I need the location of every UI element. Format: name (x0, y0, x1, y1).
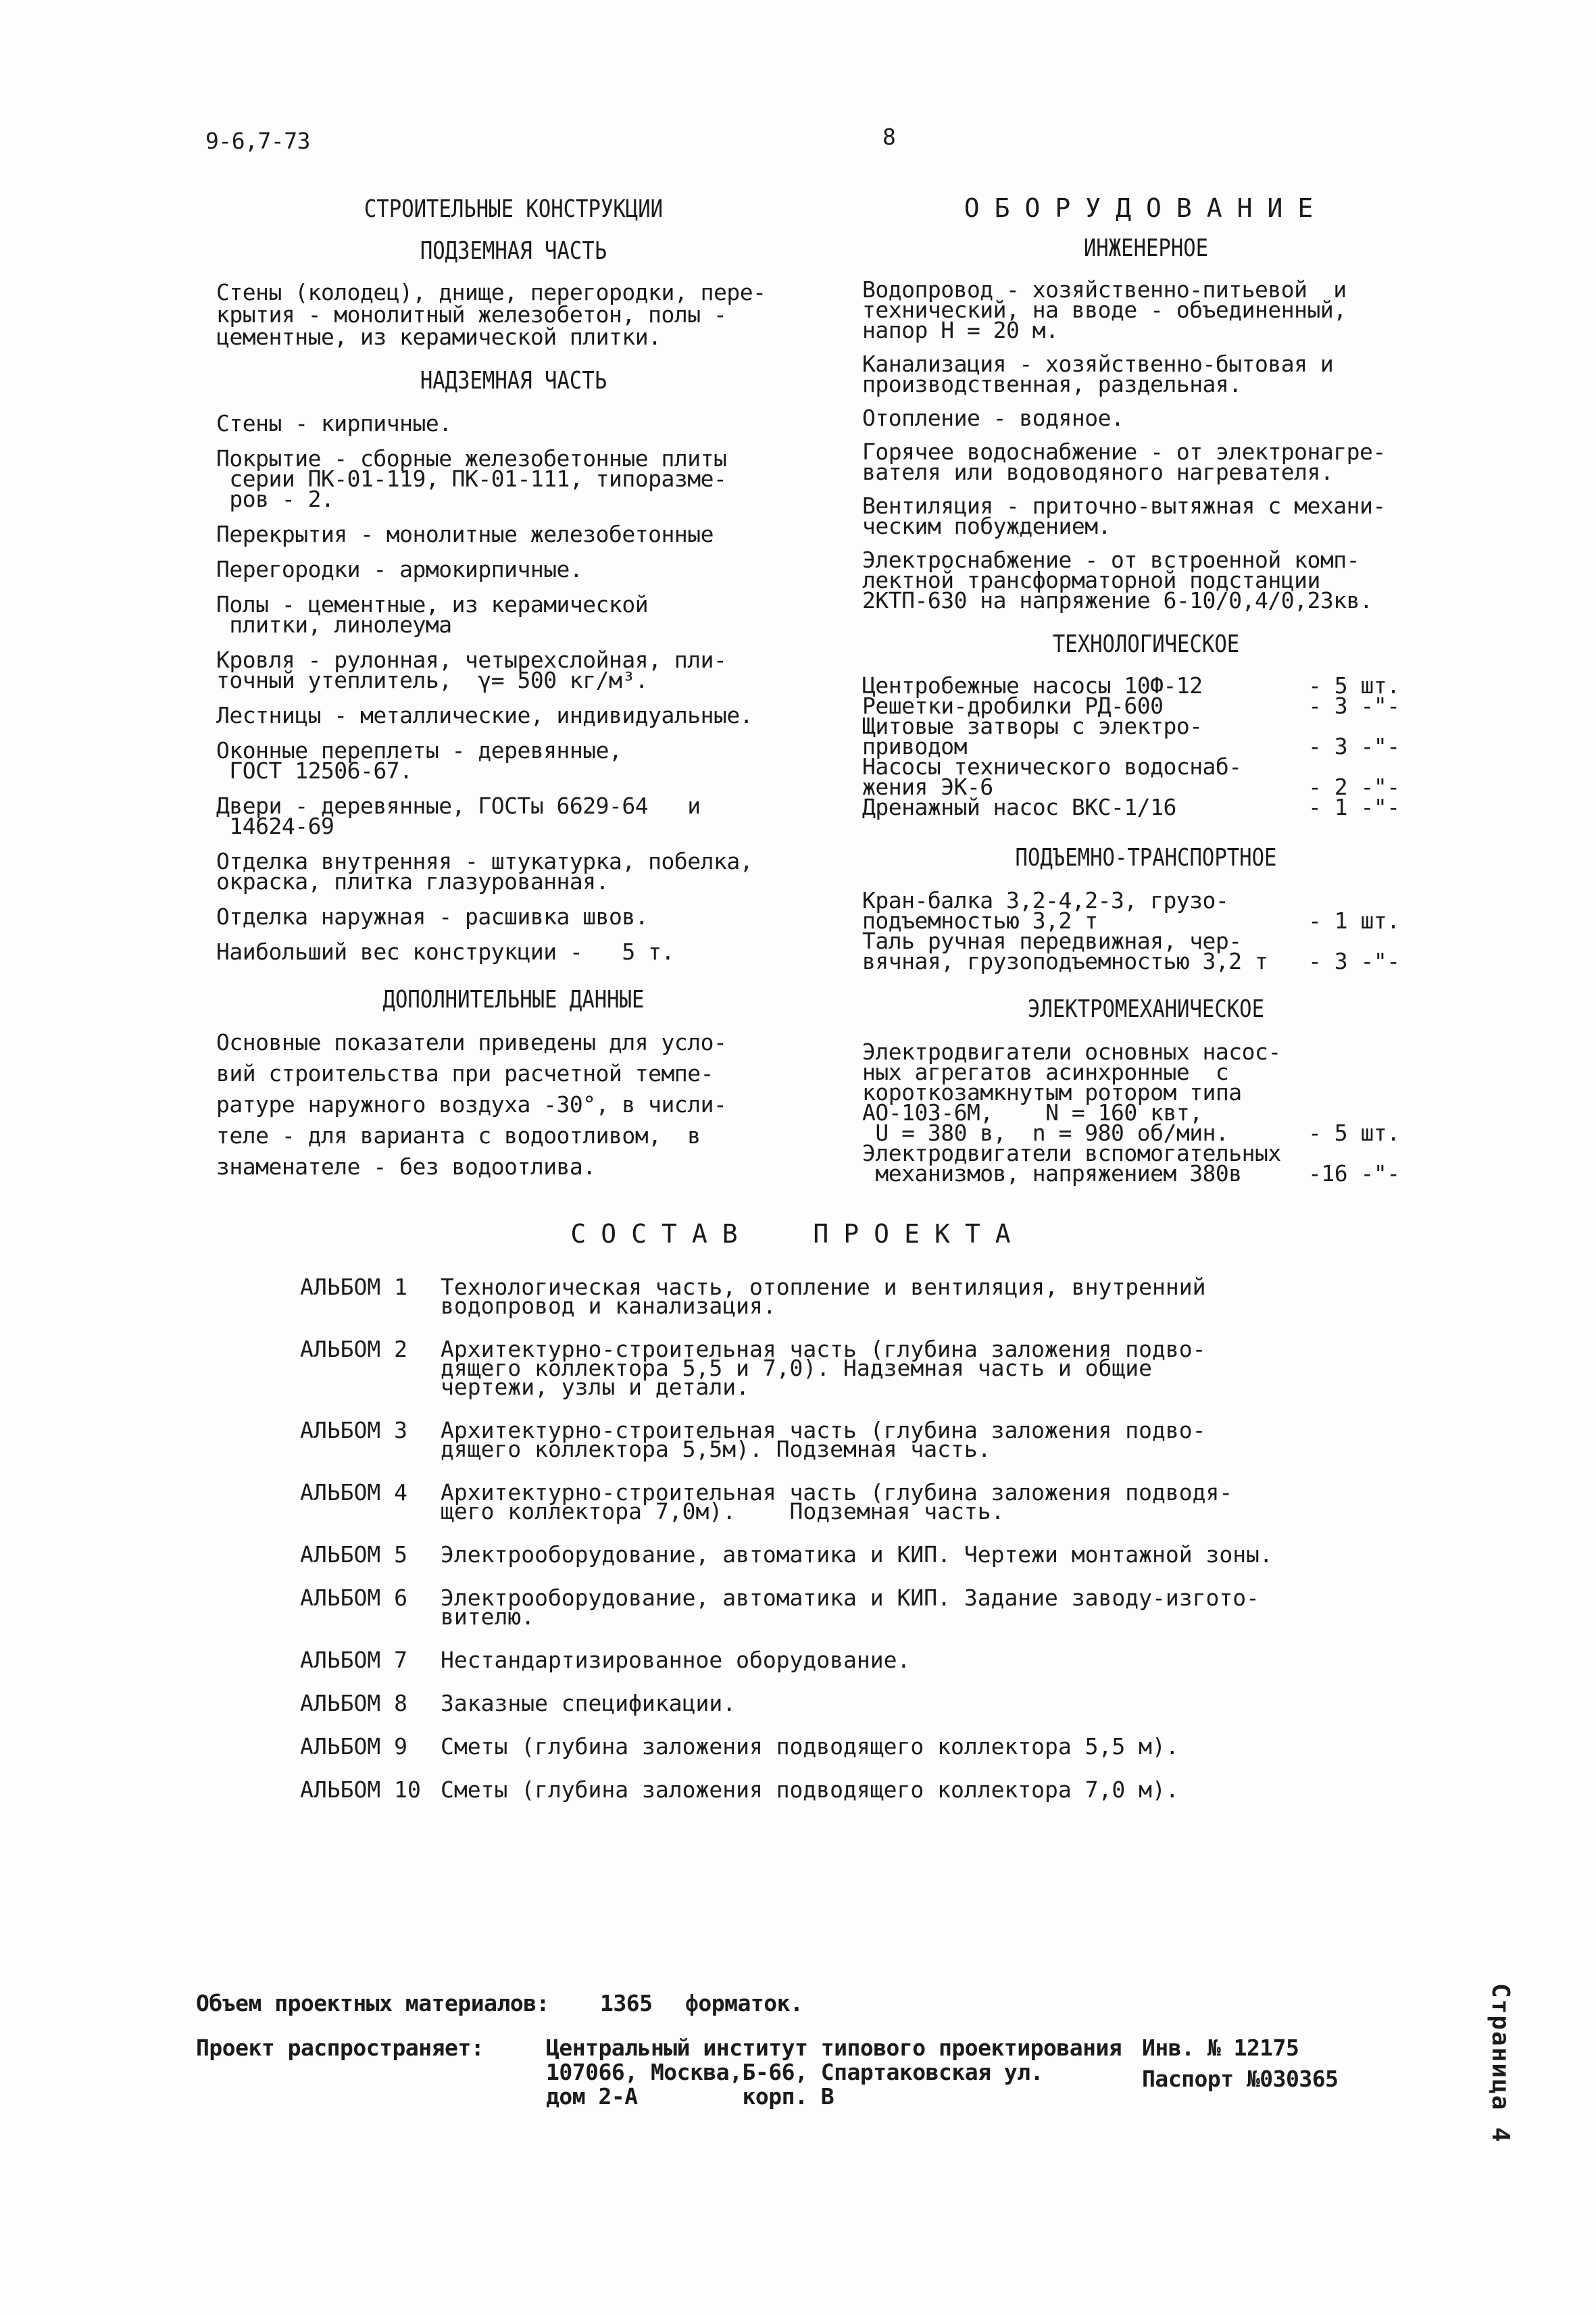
album-name: АЛЬБОМ 8 (300, 1690, 407, 1716)
album-description-line: Нестандартизированное оборудование. (441, 1647, 911, 1673)
engineering-item-line: Водопровод - хозяйственно-питьевой и (862, 276, 1347, 303)
technological-item-qty: - 3 -"- (1308, 733, 1400, 760)
album-name: АЛЬБОМ 6 (300, 1585, 407, 1611)
electromechanical-item-name: ных агрегатов асинхронные с (862, 1059, 1229, 1085)
lifting-item-name: вячная, грузоподъемностью 3,2 т (862, 948, 1268, 974)
technological-item-name: Дренажный насос ВКС-1/16 (862, 794, 1176, 820)
construction-item-line: Оконные переплеты - деревянные, (216, 737, 622, 764)
electromechanical-item-qty: -16 -"- (1308, 1160, 1400, 1187)
construction-item-line: Полы - цементные, из керамической (216, 591, 649, 618)
technological-item-name: Центробежные насосы 10Ф-12 (862, 672, 1203, 699)
construction-item-line: Стены - кирпичные. (216, 410, 452, 437)
structures-title: СТРОИТЕЛЬНЫЕ КОНСТРУКЦИИ (364, 195, 664, 223)
engineering-item-line: Отопление - водяное. (862, 405, 1124, 431)
engineering-item-line: напор Н = 20 м. (862, 317, 1059, 343)
underground-line: крытия - монолитный железобетон, полы - (216, 301, 727, 328)
technological-item-name: приводом (862, 733, 967, 760)
additional-data-line: Основные показатели приведены для усло- (216, 1029, 727, 1055)
technological-item-qty: - 5 шт. (1308, 672, 1400, 699)
electromechanical-heading: ЭЛЕКТРОМЕХАНИЧЕСКОЕ (1027, 995, 1265, 1023)
construction-item-line: 14624-69 (216, 813, 334, 839)
engineering-item-line: Канализация - хозяйственно-бытовая и (862, 351, 1334, 377)
engineering-item-line: Вентиляция - приточно-вытяжная с механи- (862, 493, 1386, 519)
album-description-line: Сметы (глубина заложения подводящего коллектора 5,5 м). (441, 1733, 1179, 1760)
lifting-item-qty: - 1 шт. (1308, 907, 1400, 934)
additional-data-line: вий строительства при расчетной темпе- (216, 1060, 714, 1087)
engineering-item-line: 2КТП-630 на напряжение 6-10/0,4/0,23кв. (862, 587, 1373, 614)
engineering-item-line: производственная, раздельная. (862, 371, 1242, 397)
electromechanical-item-qty: - 5 шт. (1308, 1120, 1400, 1146)
album-description-line: Технологическая часть, отопление и вентиляция, внутренний (441, 1274, 1206, 1300)
distributor-label: Проект распространяет: (196, 2035, 484, 2061)
construction-item-line: Отделка наружная - расшивка швов. (216, 903, 649, 930)
construction-item-line: Кровля - рулонная, четырехслойная, пли- (216, 647, 727, 673)
technological-item-name: Щитовые затворы с электро- (862, 713, 1203, 739)
electromechanical-item-name: U = 380 в, n = 980 об/мин. (862, 1120, 1229, 1146)
technological-item-qty: - 1 -"- (1308, 794, 1400, 820)
distributor-line-1: Центральный институт типового проектирования (546, 2035, 1122, 2061)
composition-title: СОСТАВ ПРОЕКТА (570, 1219, 1026, 1249)
electromechanical-item-name: Электродвигатели вспомогательных (862, 1140, 1281, 1166)
volume-label: Объем проектных материалов: (196, 1990, 549, 2016)
technological-item-qty: - 2 -"- (1308, 774, 1400, 800)
album-description-line: вителю. (441, 1603, 535, 1630)
album-description-line: Архитектурно-строительная часть (глубина заложения подво- (441, 1336, 1206, 1362)
technological-item-name: Насосы технического водоснаб- (862, 753, 1242, 780)
side-page-label: Страница 4 (1487, 1983, 1514, 2143)
technological-heading: ТЕХНОЛОГИЧЕСКОЕ (1052, 630, 1240, 658)
additional-data-line: ратуре наружного воздуха -30°, в числи- (216, 1091, 727, 1118)
lifting-item-qty: - 3 -"- (1308, 948, 1400, 974)
album-description-line: Заказные спецификации. (441, 1690, 737, 1716)
album-description-line: щего коллектора 7,0м). Подземная часть. (441, 1498, 1005, 1524)
lifting-item-name: Кран-балка 3,2-4,2-3, грузо- (862, 887, 1229, 914)
additional-data-line: теле - для варианта с водоотливом, в (216, 1122, 701, 1149)
engineering-item-line: технический, на вводе - объединенный, (862, 297, 1347, 323)
construction-item-line: окраска, плитка глазурованная. (216, 868, 609, 895)
technological-item-name: Решетки-дробилки РД-600 (862, 693, 1164, 719)
album-name: АЛЬБОМ 10 (300, 1776, 421, 1803)
distributor-line-2: 107066, Москва,Б-66, Спартаковская ул. (546, 2059, 1043, 2085)
construction-item-line: ров - 2. (216, 486, 334, 512)
volume-unit: форматок. (685, 1990, 803, 2016)
underground-line: цементные, из керамической плитки. (216, 324, 662, 350)
album-description-line: чертежи, узлы и детали. (441, 1374, 749, 1400)
engineering-heading: ИНЖЕНЕРНОЕ (1083, 234, 1209, 262)
album-name: АЛЬБОМ 2 (300, 1336, 407, 1362)
passport-number: Паспорт №030365 (1142, 2066, 1339, 2092)
inventory-number: Инв. № 12175 (1142, 2035, 1299, 2061)
album-description-line: дящего коллектора 5,5м). Подземная часть. (441, 1436, 991, 1462)
additional-data-heading: ДОПОЛНИТЕЛЬНЫЕ ДАННЫЕ (382, 986, 645, 1014)
construction-item-line: Двери - деревянные, ГОСТы 6629-64 и (216, 793, 701, 819)
underground-text (216, 281, 811, 348)
volume-value: 1365 (600, 1990, 653, 2016)
construction-item-line: ГОСТ 12506-67. (216, 757, 413, 784)
lifting-item-name: Таль ручная передвижная, чер- (862, 928, 1242, 954)
engineering-item-line: вателя или водоводяного нагревателя. (862, 459, 1334, 485)
page-number: 8 (882, 124, 896, 150)
additional-data-line: знаменателе - без водоотлива. (216, 1153, 596, 1180)
lifting-heading: ПОДЪЕМНО-ТРАНСПОРТНОЕ (1015, 844, 1277, 872)
construction-item-line: точный утеплитель, γ= 500 кг/м³. (216, 667, 649, 693)
album-name: АЛЬБОМ 5 (300, 1541, 407, 1568)
engineering-item-line: лектной трансформаторной подстанции (862, 567, 1320, 593)
engineering-item-line: ческим побуждением. (862, 513, 1111, 539)
document-code: 9-6,7-73 (205, 128, 310, 154)
electromechanical-item-name: короткозамкнутым ротором типа (862, 1079, 1242, 1105)
engineering-item-line: Электроснабжение - от встроенной комп- (862, 547, 1360, 573)
distributor-line-3: дом 2-А корп. В (546, 2083, 834, 2110)
electromechanical-item-name: АО-103-6М, N = 160 квт, (862, 1099, 1203, 1126)
underground-heading: ПОДЗЕМНАЯ ЧАСТЬ (420, 237, 607, 265)
technological-item-qty: - 3 -"- (1308, 693, 1400, 719)
underground-line: Стены (колодец), днище, перегородки, пере- (216, 279, 766, 305)
technological-item-name: жения ЭК-6 (862, 774, 993, 800)
construction-item-line: Отделка внутренняя - штукатурка, побелка, (216, 848, 753, 874)
album-description-line: Электрооборудование, автоматика и КИП. Задание заводу-изгото- (441, 1585, 1260, 1611)
electromechanical-item-name: Электродвигатели основных насос- (862, 1039, 1281, 1065)
album-description-line: Электрооборудование, автоматика и КИП. Чертежи монтажной зоны. (441, 1541, 1273, 1568)
construction-item-line: серии ПК-01-119, ПК-01-111, типоразме- (216, 466, 727, 492)
construction-item-line: Покрытие - сборные железобетонные плиты (216, 445, 727, 472)
album-description-line: Архитектурно-строительная часть (глубина заложения подво- (441, 1417, 1206, 1443)
album-name: АЛЬБОМ 9 (300, 1733, 407, 1760)
construction-item-line: Перекрытия - монолитные железобетонные (216, 521, 714, 547)
album-description-line: дящего коллектора 5,5 и 7,0). Надземная часть и общие (441, 1355, 1152, 1381)
equipment-title: ОБОРУДОВАНИЕ (964, 193, 1328, 223)
album-description-line: Сметы (глубина заложения подводящего коллектора 7,0 м). (441, 1776, 1179, 1803)
lifting-item-name: подъемностью 3,2 т (862, 907, 1098, 934)
album-name: АЛЬБОМ 7 (300, 1647, 407, 1673)
album-name: АЛЬБОМ 4 (300, 1479, 407, 1505)
above-ground-heading: НАДЗЕМНАЯ ЧАСТЬ (420, 367, 607, 395)
electromechanical-item-name: механизмов, напряжением 380в (862, 1160, 1242, 1187)
album-description-line: водопровод и канализация. (441, 1293, 776, 1319)
construction-item-line: Перегородки - армокирпичные. (216, 556, 583, 582)
album-name: АЛЬБОМ 3 (300, 1417, 407, 1443)
album-description-line: Архитектурно-строительная часть (глубина заложения подводя- (441, 1479, 1233, 1505)
engineering-item-line: Горячее водоснабжение - от электронагре- (862, 439, 1386, 465)
album-name: АЛЬБОМ 1 (300, 1274, 407, 1300)
construction-item-line: плитки, линолеума (216, 612, 452, 638)
construction-item-line: Лестницы - металлические, индивидуальные. (216, 702, 753, 728)
construction-item-line: Наибольший вес конструкции - 5 т. (216, 939, 674, 965)
